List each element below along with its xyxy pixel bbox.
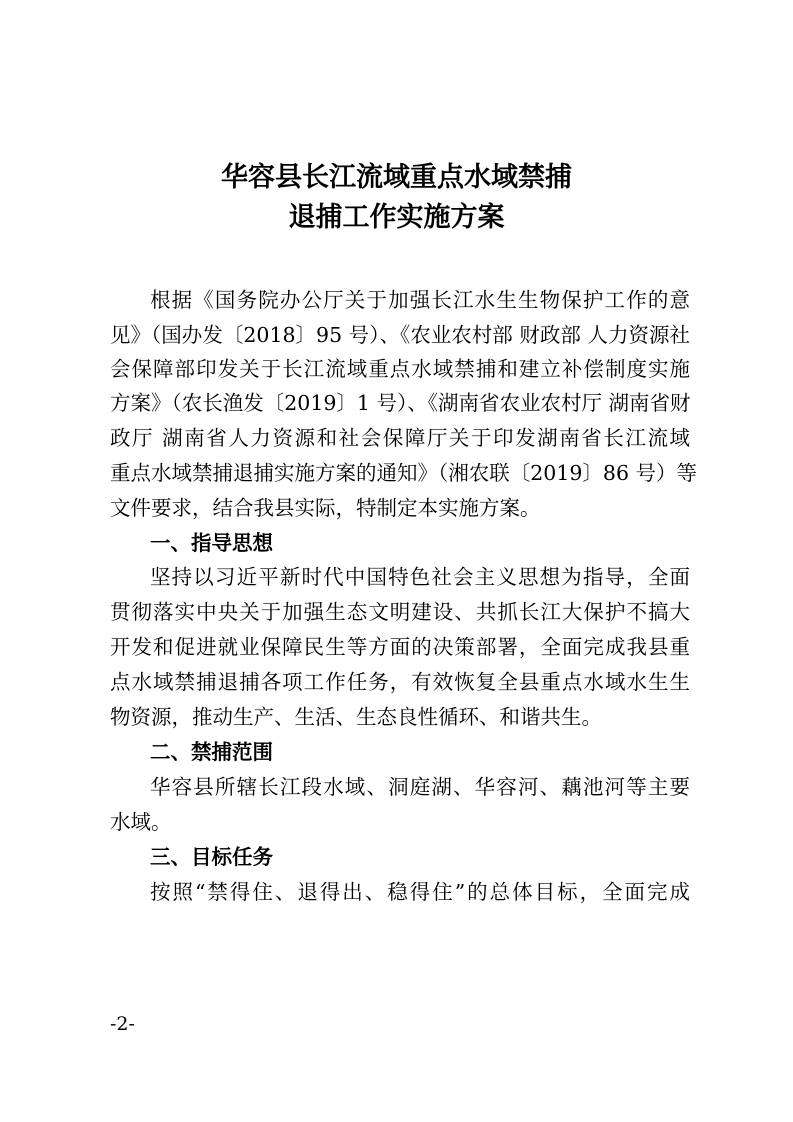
paragraph-line: 按照“禁得住、退得出、稳得住”的总体目标，全面完成 bbox=[150, 880, 690, 904]
paragraph-line: 政厅 湖南省人力资源和社会保障厅关于印发湖南省长江流域 bbox=[110, 426, 690, 450]
paragraph-line: 物资源，推动生产、生活、生态良性循环、和谐共生。 bbox=[110, 705, 602, 729]
page-number: -2- bbox=[110, 1013, 135, 1035]
paragraph-line: 会保障部印发关于长江流域重点水域禁捕和建立补偿制度实施 bbox=[110, 357, 690, 381]
document-title-line-2: 退捕工作实施方案 bbox=[288, 202, 505, 233]
paragraph-line: 水域。 bbox=[110, 810, 172, 834]
section-heading-ban-scope: 二、禁捕范围 bbox=[150, 740, 273, 764]
section-heading-goals-tasks: 三、目标任务 bbox=[150, 845, 273, 869]
document-title-line-1: 华容县长江流域重点水域禁捕 bbox=[221, 162, 572, 193]
paragraph-line: 文件要求，结合我县实际，特制定本实施方案。 bbox=[110, 496, 541, 520]
paragraph-line: 见》（国办发〔2018〕95 号）、《农业农村部 财政部 人力资源社 bbox=[110, 323, 690, 347]
section-heading-guiding-ideology: 一、指导思想 bbox=[150, 531, 273, 555]
paragraph-line: 重点水域禁捕退捕实施方案的通知》（湘农联〔2019〕86 号）等 bbox=[110, 461, 698, 485]
paragraph-line: 根据《国务院办公厅关于加强长江水生生物保护工作的意 bbox=[150, 288, 690, 312]
paragraph-line: 华容县所辖长江段水域、洞庭湖、华容河、藕池河等主要 bbox=[150, 775, 690, 799]
paragraph-line: 坚持以习近平新时代中国特色社会主义思想为指导，全面 bbox=[150, 565, 690, 589]
paragraph-line: 方案》（农长渔发〔2019〕1 号）、《湖南省农业农村厅 湖南省财 bbox=[110, 391, 691, 415]
paragraph-line: 开发和促进就业保障民生等方面的决策部署，全面完成我县重 bbox=[110, 635, 690, 659]
paragraph-line: 贯彻落实中央关于加强生态文明建设、共抓长江大保护不搞大 bbox=[110, 600, 690, 624]
paragraph-line: 点水域禁捕退捕各项工作任务，有效恢复全县重点水域水生生 bbox=[110, 670, 690, 694]
